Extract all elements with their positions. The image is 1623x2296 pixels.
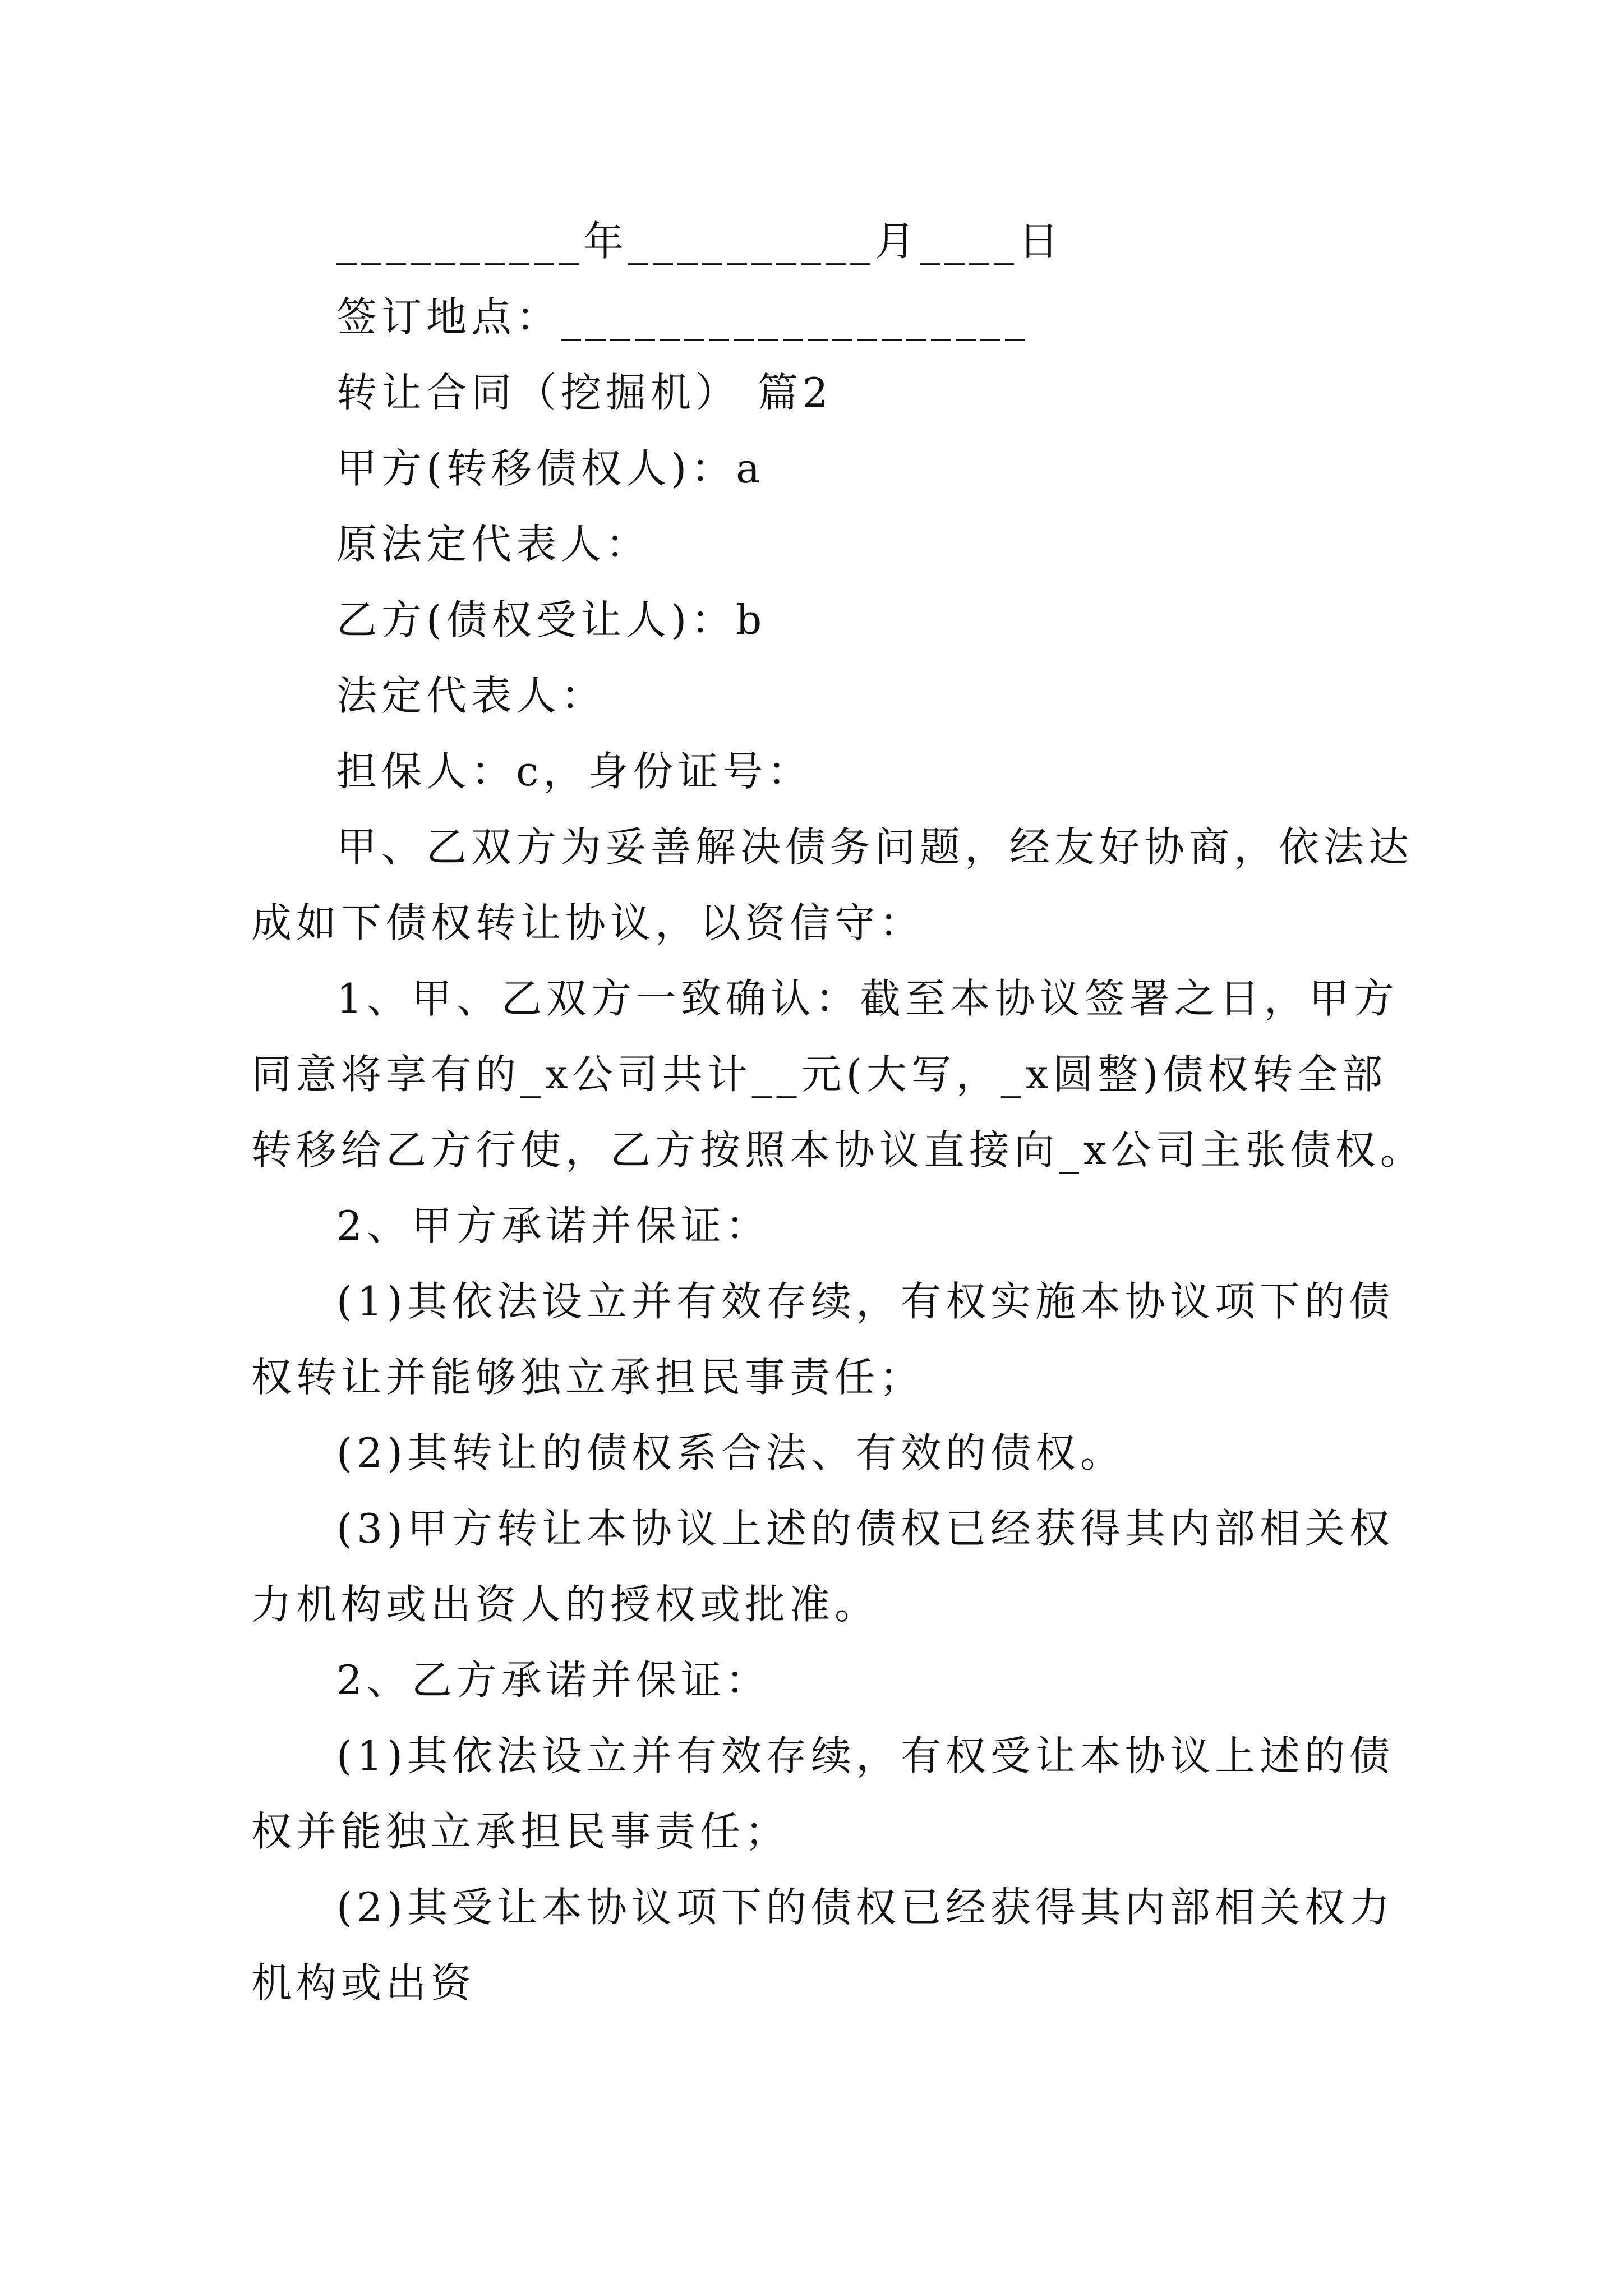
party-b-line: 乙方(债权受让人)：b xyxy=(336,596,767,643)
clause-2-item-1-line-2: 权转让并能够独立承担民事责任； xyxy=(251,1354,925,1401)
clause-3-item-2-line-1: (2)其受让本协议项下的债权已经获得其内部相关权力 xyxy=(336,1884,1394,1931)
party-b-rep-line: 法定代表人： xyxy=(336,672,606,719)
signing-place-line: 签订地点：___________________ xyxy=(336,293,1030,341)
clause-3-item-2-line-2: 机构或出资 xyxy=(251,1959,476,2007)
preamble-line-1: 甲、乙双方为妥善解决债务问题，经友好协商，依法达 xyxy=(336,823,1414,871)
clause-2-item-3-line-1: (3)甲方转让本协议上述的债权已经获得其内部相关权 xyxy=(336,1505,1394,1552)
clause-2-item-1-line-1: (1)其依法设立并有效存续，有权实施本协议项下的债 xyxy=(336,1278,1394,1325)
guarantor-line: 担保人：c，身份证号： xyxy=(336,748,813,795)
clause-1-line-3: 转移给乙方行使，乙方按照本协议直接向_x公司主张债权。 xyxy=(251,1126,1425,1174)
clause-2-item-3-line-2: 力机构或出资人的授权或批准。 xyxy=(251,1581,880,1628)
clause-3-item-1-line-1: (1)其依法设立并有效存续，有权受让本协议上述的债 xyxy=(336,1732,1394,1779)
clause-2-heading: 2、甲方承诺并保证： xyxy=(336,1202,771,1249)
section-title: 转让合同（挖掘机） 篇2 xyxy=(336,369,833,416)
party-a-line: 甲方(转移债权人)：a xyxy=(336,445,765,492)
clause-3-item-1-line-2: 权并能独立承担民事责任； xyxy=(251,1808,790,1855)
date-line: __________年__________月____日 xyxy=(336,218,1063,265)
party-a-rep-line: 原法定代表人： xyxy=(336,521,651,568)
clause-3-heading: 2、乙方承诺并保证： xyxy=(336,1657,771,1704)
clause-2-item-2: (2)其转让的债权系合法、有效的债权。 xyxy=(336,1429,1125,1476)
preamble-line-2: 成如下债权转让协议，以资信守： xyxy=(251,899,925,946)
clause-1-line-1: 1、甲、乙双方一致确认：截至本协议签署之日，甲方 xyxy=(336,975,1399,1022)
clause-1-line-2: 同意将享有的_x公司共计__元(大写，_x圆整)债权转全部 xyxy=(251,1051,1387,1098)
